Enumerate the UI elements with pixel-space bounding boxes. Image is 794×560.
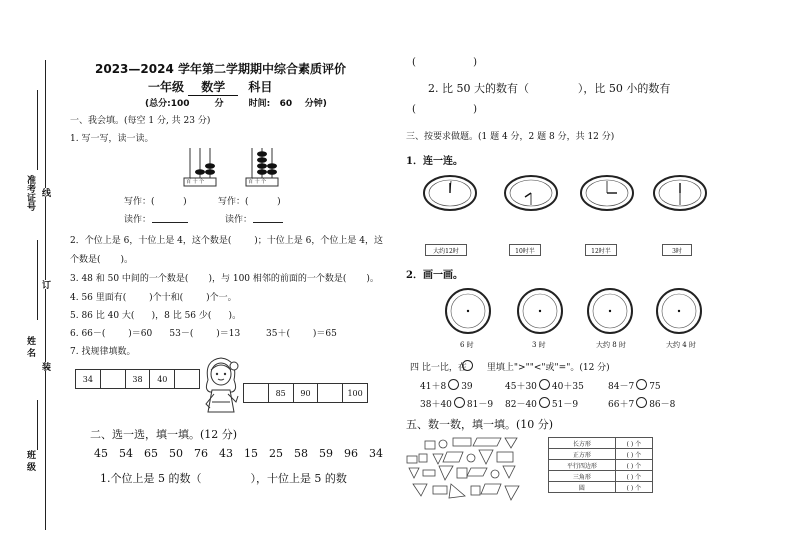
shape-count[interactable]: ( ) 个 [615, 438, 652, 449]
sequence-right [243, 383, 368, 403]
empty-clock-icon[interactable] [516, 287, 564, 335]
compare-expr: 82－40 [505, 400, 537, 410]
shapes-illustration-icon [405, 436, 530, 506]
number-item: 76 [194, 447, 208, 460]
clock-icon [422, 174, 478, 212]
class-blank [37, 400, 38, 450]
compare-row [505, 397, 578, 410]
candidate-no-label: 准考证号 [25, 175, 35, 211]
read-answer-1-blank[interactable] [152, 222, 188, 223]
shape-count[interactable]: ( ) 个 [615, 460, 652, 471]
question5: 5. 86 比 40 大( )，8 比 56 少( )。 [70, 311, 242, 321]
write-answer-1[interactable]: 写作：( ) [124, 197, 187, 207]
section1-title: 一、我会填。(每空 1 分, 共 23 分) [70, 116, 211, 126]
sequence-cell: 100 [347, 388, 363, 398]
table-row [549, 438, 653, 449]
question7: 7. 找规律填数。 [70, 347, 136, 357]
sequence-cell: 90 [294, 384, 319, 402]
compare-expr: 45＋30 [505, 382, 537, 392]
order-char: 订 [40, 280, 50, 289]
compare-circle[interactable] [448, 379, 459, 390]
shape-name: 正方形 [549, 449, 616, 460]
sequence-cell[interactable] [318, 384, 343, 402]
section3-q1: 1．连一连。 [406, 156, 463, 167]
section5-title: 五、数一数，填一填。(10 分) [406, 418, 554, 431]
number-item: 54 [119, 447, 133, 460]
line-char: 线 [40, 188, 50, 197]
abacus-1-place: 百 十 个 [186, 179, 205, 185]
draw-label: 大约 8 时 [596, 341, 626, 349]
compare-row [505, 379, 584, 392]
sequence-cell: 38 [126, 370, 151, 388]
class-label: 班 级 [25, 450, 35, 472]
table-row [549, 460, 653, 471]
table-row [549, 449, 653, 460]
number-item: 50 [169, 447, 183, 460]
number-item: 59 [319, 447, 333, 460]
number-item: 96 [344, 447, 358, 460]
compare-expr: 66＋7 [608, 400, 635, 410]
number-item: 34 [369, 447, 383, 460]
section4-title: 四 比一比，在 里填上">""<"或"="。(12 分) [410, 363, 610, 373]
score-info: (总分:100 分 时间: 60 分钟) [145, 99, 327, 109]
empty-clock-icon[interactable] [586, 287, 634, 335]
time-label: 10时半 [509, 244, 541, 256]
shape-name: 平行四边形 [549, 460, 616, 471]
section3-q2: 2．画一画。 [406, 270, 463, 281]
exam-title: 2023—2024 学年第二学期期中综合素质评价 [95, 62, 346, 76]
compare-row [608, 397, 675, 410]
compare-circle[interactable] [454, 397, 465, 408]
grade-label: 一年级 [148, 80, 185, 94]
write-answer-2[interactable]: 写作：( ) [218, 197, 281, 207]
compare-circle[interactable] [636, 397, 647, 408]
candidate-no-blank [37, 90, 38, 170]
subject-suffix: 科目 [248, 80, 273, 94]
number-item: 58 [294, 447, 308, 460]
table-row [549, 482, 653, 493]
binding-line [45, 60, 46, 530]
clock-icon [579, 174, 635, 212]
compare-circle[interactable] [539, 397, 550, 408]
exam-subtitle [148, 78, 272, 96]
compare-expr: 75 [649, 382, 661, 392]
compare-expr: 84－7 [608, 382, 635, 392]
compare-circle[interactable] [636, 379, 647, 390]
draw-label: 6 时 [460, 341, 474, 349]
compare-circle[interactable] [539, 379, 550, 390]
time-label: 大约12时 [425, 244, 467, 256]
compare-row [420, 379, 473, 392]
time-label: 3时 [662, 244, 692, 256]
section3-title: 三、按要求做题。(1 题 4 分，2 题 8 分，共 12 分) [406, 132, 615, 142]
number-item: 15 [244, 447, 258, 460]
question2-line1: 2．个位上是 6，十位上是 4，这个数是( )；十位上是 6，个位上是 4，这 [70, 236, 383, 246]
sequence-cell[interactable] [244, 384, 269, 402]
section2-q2: 2. 比 50 大的数有（ ），比 50 小的数有 [428, 82, 671, 95]
abacus-2-place: 百 十 个 [248, 179, 267, 185]
shape-name: 圆 [549, 482, 616, 493]
time-label: 12时半 [585, 244, 617, 256]
empty-clock-icon[interactable] [444, 287, 492, 335]
bind-char: 装 [40, 362, 50, 371]
section2-q1: 1.个位上是 5 的数（ ），十位上是 5 的数 [100, 472, 347, 485]
question3: 3. 48 和 50 中间的一个数是( )，与 100 相邻的前面的一个数是( )。 [70, 274, 379, 284]
shape-count-table [548, 437, 653, 493]
name-blank [37, 240, 38, 320]
compare-expr: 86－8 [649, 400, 676, 410]
compare-expr: 81－9 [466, 400, 494, 410]
question4: 4. 56 里面有( )个十和( )个一。 [70, 293, 237, 303]
subject-label: 数学 [188, 78, 238, 96]
sequence-cell[interactable] [101, 370, 126, 388]
compare-expr: 38＋40 [420, 400, 452, 410]
shape-count[interactable]: ( ) 个 [615, 482, 652, 493]
shape-name: 长方形 [549, 438, 616, 449]
clock-icon [503, 174, 559, 212]
sequence-cell: 85 [269, 384, 294, 402]
read-answer-2-blank[interactable] [253, 222, 283, 223]
clock-icon [652, 174, 708, 212]
number-item: 45 [94, 447, 108, 460]
question6: 6. 66－( )＝60 53－( )＝13 35＋( )＝65 [70, 329, 337, 339]
name-label: 姓 名 [25, 336, 35, 358]
girl-illustration-icon [198, 350, 244, 418]
read-answer-1-label: 读作： [124, 215, 152, 225]
draw-label: 大约 4 时 [666, 341, 696, 349]
question1: 1. 写一写，读一读。 [70, 134, 154, 144]
section2-title: 二、选一选，填一填。(12 分) [90, 428, 238, 441]
compare-row [420, 397, 493, 410]
paren-answer-top[interactable]: ( ) [412, 57, 478, 68]
shape-count[interactable]: ( ) 个 [615, 471, 652, 482]
empty-clock-icon[interactable] [655, 287, 703, 335]
number-item: 25 [269, 447, 283, 460]
question2-line2: 个数是( )。 [70, 255, 134, 265]
compare-expr: 51－9 [551, 400, 579, 410]
circle-icon [462, 360, 473, 371]
sequence-cell: 34 [76, 370, 101, 388]
shape-count[interactable]: ( ) 个 [615, 449, 652, 460]
sequence-left [75, 369, 200, 389]
sequence-cell: 40 [150, 370, 175, 388]
draw-label: 3 时 [532, 341, 546, 349]
sequence-cell[interactable] [175, 370, 199, 388]
table-row [549, 471, 653, 482]
shape-name: 三角形 [549, 471, 616, 482]
compare-expr: 40＋35 [551, 382, 584, 392]
read-answer-2-label: 读作： [225, 215, 253, 225]
compare-row [608, 379, 661, 392]
number-item: 65 [144, 447, 158, 460]
paren-answer-bottom[interactable]: ( ) [412, 104, 478, 115]
number-item: 43 [219, 447, 233, 460]
compare-expr: 39 [461, 382, 473, 392]
compare-expr: 41＋8 [420, 382, 447, 392]
